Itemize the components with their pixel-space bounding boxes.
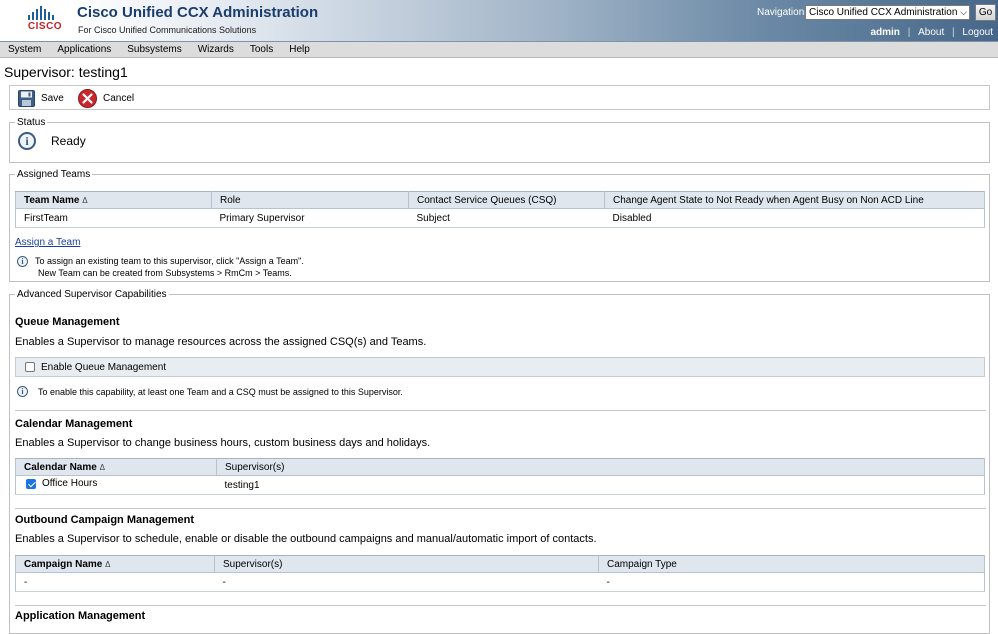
- application-management-title: Application Management: [15, 610, 146, 622]
- app-header: [0, 0, 998, 42]
- advanced-capabilities-legend: Advanced Supervisor Capabilities: [17, 289, 167, 300]
- enable-queue-management-row: [15, 357, 985, 377]
- save-label: Save: [41, 93, 64, 104]
- divider: [15, 508, 986, 509]
- save-icon: [18, 90, 35, 107]
- cell-supervisors: testing1: [217, 476, 985, 495]
- column-header-campaign-type: Campaign Type: [599, 556, 985, 573]
- calendar-management-title: Calendar Management: [15, 418, 133, 430]
- assigned-teams-section: [9, 169, 990, 282]
- logout-link[interactable]: Logout: [962, 27, 993, 38]
- status-legend: Status: [17, 117, 46, 128]
- outbound-campaign-management-title: Outbound Campaign Management: [15, 514, 195, 526]
- outbound-campaign-management-description: Enables a Supervisor to schedule, enable or disable the outbound campaigns and manual/automatic import of contacts.: [15, 533, 597, 545]
- advanced-capabilities-section: [9, 289, 990, 634]
- column-header-supervisors: Supervisor(s): [215, 556, 599, 573]
- chevron-down-icon: ⌵: [960, 7, 967, 17]
- cell-change-agent-state: Disabled: [605, 209, 985, 228]
- menu-help[interactable]: Help: [289, 44, 310, 55]
- info-icon: i: [17, 386, 28, 397]
- table-row: [16, 476, 985, 495]
- enable-queue-management-checkbox[interactable]: [25, 362, 35, 372]
- navigation-select-value: Cisco Unified CCX Administration: [809, 7, 958, 18]
- user-links: [865, 27, 993, 38]
- column-header-role: Role: [212, 192, 409, 209]
- navigation-label: Navigation: [757, 7, 805, 18]
- save-button[interactable]: [18, 89, 64, 108]
- separator: |: [952, 27, 955, 38]
- column-header-change-agent-state: Change Agent State to Not Ready when Agent Busy on Non ACD Line: [605, 192, 985, 209]
- info-icon: i: [17, 256, 28, 267]
- calendar-management-description: Enables a Supervisor to change business hours, custom business days and holidays.: [15, 437, 431, 449]
- cell-team-name: FirstTeam: [16, 209, 212, 228]
- status-section: [9, 117, 990, 163]
- cancel-icon: [78, 89, 97, 108]
- assign-team-note-line2: New Team can be created from Subsystems > RmCm > Teams.: [38, 268, 292, 278]
- cell-supervisors: -: [215, 573, 599, 592]
- about-link[interactable]: About: [918, 27, 945, 38]
- app-title: Cisco Unified CCX Administration: [77, 4, 319, 21]
- queue-management-title: Queue Management: [15, 316, 120, 328]
- status-text: Ready: [51, 134, 86, 148]
- cell-campaign-name: -: [16, 573, 215, 592]
- menu-applications[interactable]: Applications: [57, 44, 112, 55]
- cisco-logo: [24, 6, 66, 36]
- app-subtitle: For Cisco Unified Communications Solutions: [78, 25, 257, 35]
- cell-campaign-type: -: [599, 573, 985, 592]
- assign-team-link[interactable]: Assign a Team: [15, 237, 81, 248]
- main-menu: [0, 42, 998, 58]
- column-header-calendar-name[interactable]: Calendar Name Δ: [16, 459, 217, 476]
- column-header-supervisors: Supervisor(s): [217, 459, 985, 476]
- column-header-csq: Contact Service Queues (CSQ): [409, 192, 605, 209]
- table-row: [16, 573, 985, 592]
- divider: [15, 410, 986, 411]
- cell-calendar-name: [16, 476, 217, 495]
- assign-team-note-line1: To assign an existing team to this supervisor, click "Assign a Team".: [35, 256, 304, 266]
- column-header-team-name[interactable]: Team Name Δ: [16, 192, 212, 209]
- sort-ascending-icon: Δ: [99, 462, 105, 472]
- campaign-table: [15, 555, 985, 592]
- divider: [15, 605, 986, 606]
- sort-ascending-icon: Δ: [82, 195, 88, 205]
- column-header-campaign-name[interactable]: Campaign Name Δ: [16, 556, 215, 573]
- cell-role: Primary Supervisor: [212, 209, 409, 228]
- assigned-teams-table: [15, 191, 985, 228]
- calendar-table: [15, 458, 985, 495]
- go-button[interactable]: Go: [975, 4, 996, 21]
- sort-ascending-icon: Δ: [105, 559, 111, 569]
- page-title: Supervisor: testing1: [4, 64, 128, 80]
- current-user: admin: [870, 27, 900, 38]
- enable-queue-management-label: Enable Queue Management: [41, 361, 167, 373]
- menu-wizards[interactable]: Wizards: [197, 44, 234, 55]
- cell-csq: Subject: [409, 209, 605, 228]
- navigation-select[interactable]: [805, 5, 970, 20]
- table-row: [16, 209, 985, 228]
- assign-team-note: [35, 255, 304, 279]
- office-hours-checkbox[interactable]: [26, 479, 36, 489]
- calendar-name-text: Office Hours: [42, 478, 98, 490]
- info-icon: i: [18, 132, 36, 150]
- menu-tools[interactable]: Tools: [249, 44, 274, 55]
- queue-management-note: To enable this capability, at least one Team and a CSQ must be assigned to this Supervisor.: [38, 387, 403, 397]
- logo-wordmark: CISCO: [27, 21, 63, 32]
- cancel-label: Cancel: [103, 93, 135, 104]
- separator: |: [907, 27, 911, 38]
- menu-system[interactable]: System: [8, 44, 42, 55]
- menu-subsystems[interactable]: Subsystems: [127, 44, 182, 55]
- toolbar: [9, 85, 990, 110]
- queue-management-description: Enables a Supervisor to manage resources across the assigned CSQ(s) and Teams.: [15, 336, 427, 348]
- assigned-teams-legend: Assigned Teams: [17, 169, 91, 180]
- cancel-button[interactable]: [78, 89, 134, 108]
